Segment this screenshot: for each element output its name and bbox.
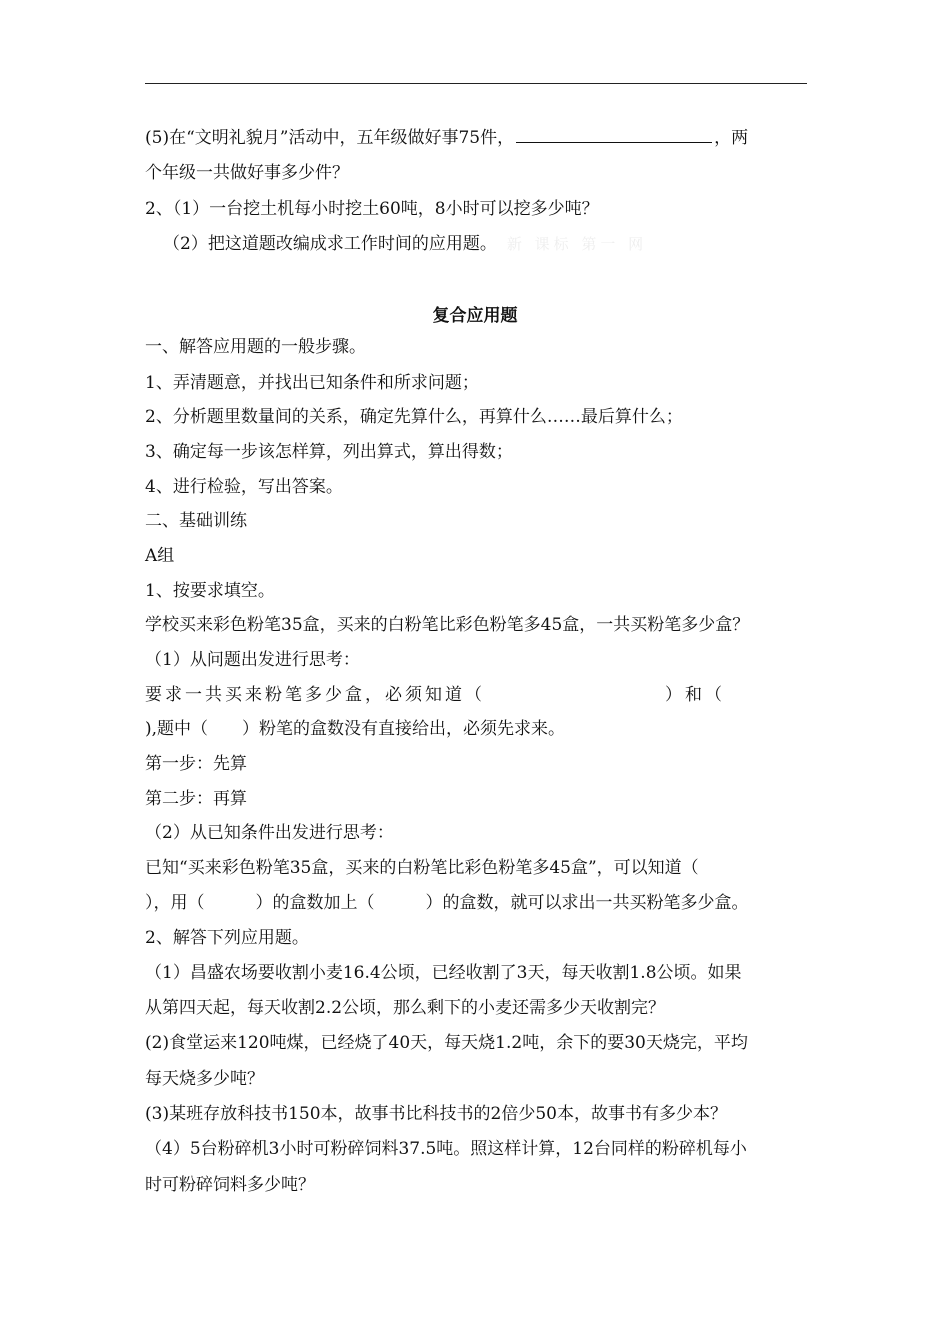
part-2-line-2: ），用（ ）的盒数加上（ ）的盒数，就可以求出一共买粉笔多少盒。 — [145, 893, 749, 913]
problem-4-line-2: 时可粉碎饲料多少吨？ — [145, 1175, 315, 1195]
question-2-part-2 — [163, 233, 825, 255]
question-5-text: (5)在“文明礼貌月”活动中，五年级做好事75件， — [145, 128, 515, 148]
part-1-line-2: ),题中（ ）粉笔的盒数没有直接给出，必须先求来。 — [145, 719, 566, 739]
step-2: 2、分析题里数量间的关系，确定先算什么，再算什么……最后算什么； — [145, 407, 683, 427]
section-1-heading: 一、解答应用题的一般步骤。 — [145, 337, 366, 357]
question-5-line-1 — [145, 127, 807, 149]
first-step: 第一步：先算 — [145, 754, 247, 774]
section-title: 复合应用题 — [432, 306, 518, 326]
section-2-heading: 二、基础训练 — [145, 511, 247, 531]
question-2-part-2-text: （2）把这道题改编成求工作时间的应用题。 — [163, 234, 497, 254]
q1-heading: 1、按要求填空。 — [145, 581, 275, 601]
part-1-line-1: 要求一共买来粉笔多少盒，必须知道（ ）和（ — [145, 685, 725, 705]
second-step: 第二步：再算 — [145, 789, 247, 809]
part-2-line-1: 已知“买来彩色粉笔35盒，买来的白粉笔比彩色粉笔多45盒”，可以知道（ — [145, 858, 699, 878]
problem-3: (3)某班存放科技书150本，故事书比科技书的2倍少50本，故事书有多少本？ — [145, 1104, 727, 1124]
watermark-text: 新 课标 第一 网 — [506, 235, 648, 253]
problem-4-line-1: （4）5台粉碎机3小时可粉碎饲料37.5吨。照这样计算，12台同样的粉碎机每小 — [145, 1139, 747, 1159]
question-2-part-1: 2、（1）一台挖土机每小时挖土60吨，8小时可以挖多少吨？ — [145, 199, 599, 219]
step-4: 4、进行检验，写出答案。 — [145, 477, 343, 497]
header-rule — [145, 83, 807, 84]
step-1: 1、弄清题意，并找出已知条件和所求问题； — [145, 373, 479, 393]
part-2-heading: （2）从已知条件出发进行思考： — [145, 823, 394, 843]
problem-1-line-2: 从第四天起，每天收割2.2公顷，那么剩下的小麦还需多少天收割完？ — [145, 998, 666, 1018]
q1-text: 学校买来彩色粉笔35盒，买来的白粉笔比彩色粉笔多45盒，一共买粉笔多少盒？ — [145, 615, 750, 635]
problem-2-line-2: 每天烧多少吨？ — [145, 1069, 264, 1089]
problem-1-line-1: （1）昌盛农场要收割小麦16.4公顷，已经收割了3天，每天收割1.8公顷。如果 — [145, 963, 742, 983]
question-5-line-2: 个年级一共做好事多少件？ — [145, 163, 349, 183]
question-5-tail: ，两 — [714, 128, 749, 148]
group-label: A组 — [145, 546, 175, 566]
answer-blank — [516, 128, 712, 143]
part-1-heading: （1）从问题出发进行思考： — [145, 650, 360, 670]
q2-heading: 2、解答下列应用题。 — [145, 928, 309, 948]
step-3: 3、确定每一步该怎样算，列出算式，算出得数； — [145, 442, 513, 462]
problem-2-line-1: (2)食堂运来120吨煤，已经烧了40天，每天烧1.2吨，余下的要30天烧完，平均 — [145, 1033, 748, 1053]
